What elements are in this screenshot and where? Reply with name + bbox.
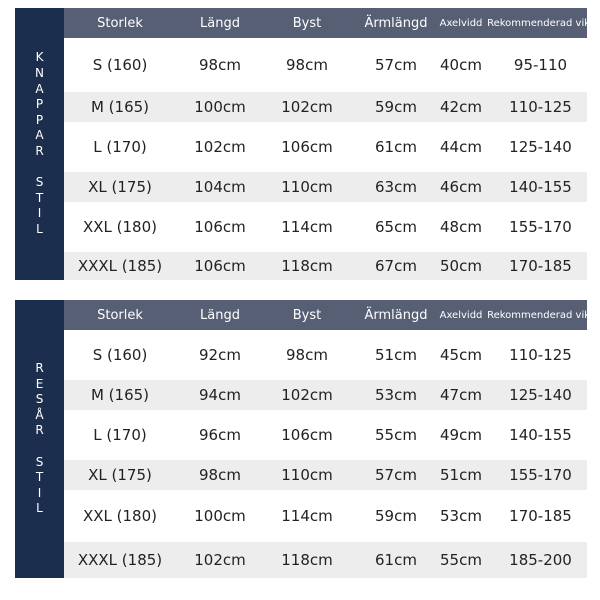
side-label-letter: R [35, 423, 44, 438]
cell-armlangd: 57cm [375, 56, 417, 74]
size-table-resar [15, 300, 594, 578]
cell-axelvidd: 40cm [440, 56, 482, 74]
cell-armlangd: 55cm [375, 426, 417, 444]
side-label-letter: S [35, 175, 44, 190]
cell-langd: 104cm [194, 178, 246, 196]
cell-langd: 98cm [199, 56, 241, 74]
cell-armlangd: 63cm [375, 178, 417, 196]
header-langd: Längd [200, 15, 240, 31]
cell-langd: 92cm [199, 346, 241, 364]
cell-axelvidd: 42cm [440, 98, 482, 116]
table-body [64, 300, 594, 578]
cell-storlek: XL (175) [88, 466, 152, 484]
table-row [64, 38, 587, 92]
table-row [64, 252, 587, 280]
cell-byst: 114cm [281, 507, 333, 525]
cell-byst: 114cm [281, 218, 333, 236]
cell-langd: 100cm [194, 98, 246, 116]
side-label-letter: S [35, 454, 44, 469]
side-label-letter: L [36, 501, 43, 516]
side-label-letter [38, 439, 42, 455]
cell-vikt: 110-125 [509, 98, 572, 116]
cell-vikt: 140-155 [509, 178, 572, 196]
table-row [64, 172, 587, 202]
header-byst: Byst [292, 15, 322, 31]
side-label-letter: I [37, 206, 42, 221]
side-label-letter: R [35, 144, 44, 158]
cell-langd: 98cm [199, 466, 241, 484]
size-table-knappar [15, 8, 594, 280]
cell-vikt: 170-185 [509, 507, 572, 525]
cell-langd: 106cm [194, 257, 246, 275]
cell-axelvidd: 55cm [440, 551, 482, 569]
side-label-letter: T [35, 470, 44, 485]
table-row [64, 92, 587, 122]
cell-vikt: 170-185 [509, 257, 572, 275]
cell-axelvidd: 44cm [440, 138, 482, 156]
cell-armlangd: 59cm [375, 98, 417, 116]
side-label-knappar [15, 8, 64, 280]
cell-axelvidd: 47cm [440, 386, 482, 404]
cell-axelvidd: 48cm [440, 218, 482, 236]
side-label-letter: N [35, 66, 44, 81]
cell-langd: 96cm [199, 426, 241, 444]
cell-langd: 100cm [194, 507, 246, 525]
table-row [64, 490, 587, 542]
cell-byst: 110cm [281, 178, 333, 196]
cell-storlek: XXL (180) [82, 507, 157, 525]
side-label-resar [15, 300, 64, 578]
cell-armlangd: 51cm [375, 346, 417, 364]
cell-storlek: XXL (180) [82, 218, 157, 236]
header-rekommenderad-vikt: Rekommenderad vikt [487, 17, 594, 29]
header-byst: Byst [292, 307, 322, 323]
table-body [64, 8, 594, 280]
side-label-letter: A [35, 81, 44, 96]
cell-armlangd: 57cm [375, 466, 417, 484]
header-armlangd: Ärmlängd [364, 15, 428, 31]
cell-vikt: 155-170 [509, 218, 572, 236]
table-row [64, 122, 587, 172]
side-label-letter: E [35, 376, 44, 391]
table-row [64, 202, 587, 252]
side-label-letter: L [36, 221, 43, 236]
header-axelvidd: Axelvidd [439, 17, 483, 29]
side-label-letter: K [35, 50, 44, 65]
side-label-letter: P [35, 112, 44, 127]
table-row [64, 330, 587, 380]
side-label-letter: A [35, 128, 44, 143]
cell-armlangd: 61cm [375, 551, 417, 569]
cell-langd: 102cm [194, 551, 246, 569]
cell-armlangd: 53cm [375, 386, 417, 404]
cell-vikt: 110-125 [509, 346, 572, 364]
cell-axelvidd: 53cm [440, 507, 482, 525]
cell-vikt: 185-200 [509, 551, 572, 569]
cell-vikt: 125-140 [509, 138, 572, 156]
cell-vikt: 140-155 [509, 426, 572, 444]
header-row [64, 8, 594, 38]
cell-storlek: L (170) [93, 138, 147, 156]
side-label-letter: P [35, 97, 44, 112]
cell-byst: 102cm [281, 98, 333, 116]
cell-armlangd: 61cm [375, 138, 417, 156]
cell-armlangd: 67cm [375, 257, 417, 275]
cell-langd: 94cm [199, 386, 241, 404]
header-storlek: Storlek [97, 307, 143, 323]
cell-axelvidd: 46cm [440, 178, 482, 196]
table-row [64, 410, 587, 460]
cell-axelvidd: 51cm [440, 466, 482, 484]
cell-byst: 106cm [281, 138, 333, 156]
cell-langd: 106cm [194, 218, 246, 236]
side-label-letter: R [35, 361, 44, 376]
cell-storlek: M (165) [90, 98, 150, 116]
cell-byst: 102cm [281, 386, 333, 404]
cell-axelvidd: 45cm [440, 346, 482, 364]
cell-axelvidd: 49cm [440, 426, 482, 444]
cell-byst: 98cm [286, 56, 328, 74]
table-row [64, 542, 587, 578]
header-storlek: Storlek [97, 15, 143, 31]
cell-armlangd: 65cm [375, 218, 417, 236]
cell-axelvidd: 50cm [440, 257, 482, 275]
cell-byst: 118cm [281, 551, 333, 569]
header-axelvidd: Axelvidd [439, 309, 483, 321]
header-rekommenderad-vikt: Rekommenderad vikt [487, 309, 594, 321]
cell-vikt: 155-170 [509, 466, 572, 484]
side-label-letter: I [37, 485, 42, 500]
cell-vikt: 95-110 [513, 56, 568, 74]
header-row [64, 300, 594, 330]
header-langd: Längd [200, 307, 240, 323]
side-label-letter: S [35, 392, 44, 407]
cell-byst: 106cm [281, 426, 333, 444]
cell-storlek: XL (175) [88, 178, 152, 196]
table-row [64, 460, 587, 490]
header-armlangd: Ärmlängd [364, 307, 428, 323]
table-row [64, 380, 587, 410]
cell-armlangd: 59cm [375, 507, 417, 525]
cell-byst: 110cm [281, 466, 333, 484]
cell-storlek: XXXL (185) [77, 551, 163, 569]
cell-byst: 118cm [281, 257, 333, 275]
side-label-letter: Å [35, 407, 44, 422]
side-label-letter [38, 160, 42, 176]
side-label-letter: T [35, 190, 44, 205]
cell-storlek: S (160) [92, 346, 148, 364]
cell-storlek: S (160) [92, 56, 148, 74]
cell-storlek: M (165) [90, 386, 150, 404]
cell-storlek: XXXL (185) [77, 257, 163, 275]
cell-langd: 102cm [194, 138, 246, 156]
cell-storlek: L (170) [93, 426, 147, 444]
cell-vikt: 125-140 [509, 386, 572, 404]
cell-byst: 98cm [286, 346, 328, 364]
